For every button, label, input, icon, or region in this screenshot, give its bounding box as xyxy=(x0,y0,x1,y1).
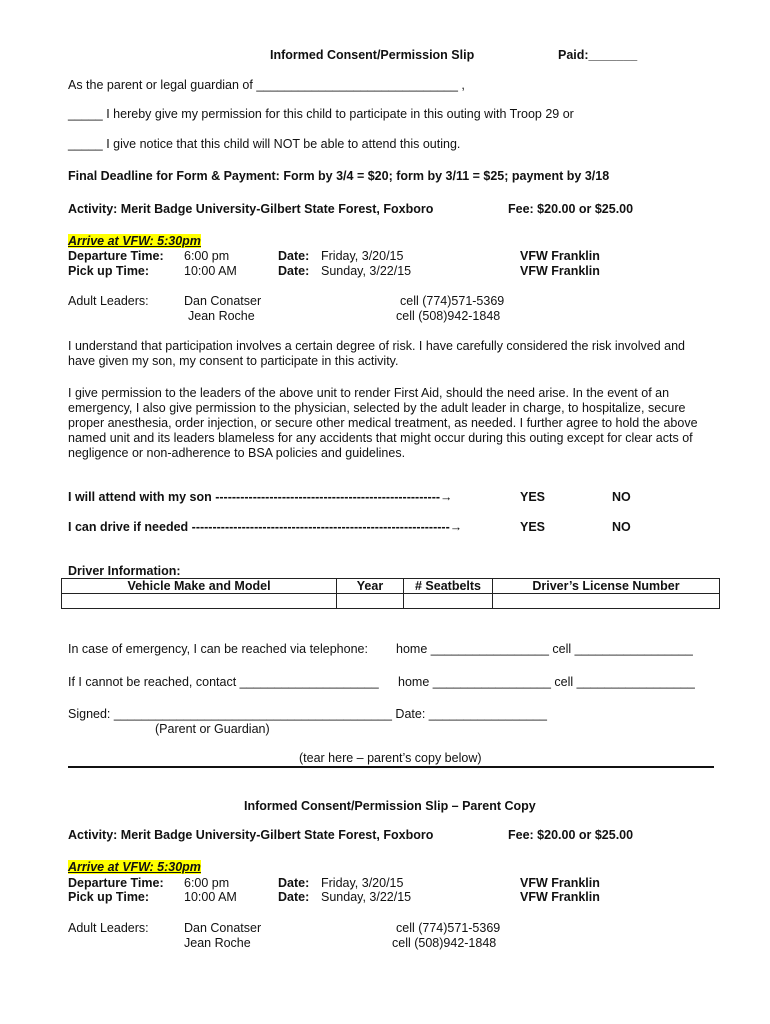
emergency-phone-fields[interactable]: home _________________ cell _________________ xyxy=(396,642,693,656)
alternate-phone-fields[interactable]: home _________________ cell _________________ xyxy=(398,675,695,689)
signature-line[interactable]: Signed: ________________________________________ Date: _________________ xyxy=(68,707,547,721)
driver-heading: Driver Information: xyxy=(68,564,181,578)
year-cell[interactable] xyxy=(337,594,404,609)
copy-departure-date: Friday, 3/20/15 xyxy=(321,876,404,890)
departure-label: Departure Time: xyxy=(68,249,164,263)
col-license: Driver’s License Number xyxy=(493,579,720,594)
drive-yes-option[interactable]: YES xyxy=(520,520,546,534)
copy-activity-fee: Fee: $20.00 or $25.00 xyxy=(508,828,634,842)
pickup-location: VFW Franklin xyxy=(520,264,600,278)
tear-note: (tear here – parent’s copy below) xyxy=(299,751,482,765)
copy-pickup-date: Sunday, 3/22/15 xyxy=(321,890,412,904)
driver-table xyxy=(61,578,720,609)
copy-pickup-label: Pick up Time: xyxy=(68,890,150,904)
copy-pickup-date-label: Date: xyxy=(278,890,310,904)
copy-leader-name: Dan Conatser xyxy=(184,921,262,935)
pickup-date: Sunday, 3/22/15 xyxy=(321,264,412,278)
paid-field: Paid:_______ xyxy=(558,48,638,62)
copy-title: Informed Consent/Permission Slip – Parent Copy xyxy=(244,799,536,813)
drive-no-option[interactable]: NO xyxy=(612,520,631,534)
pickup-date-label: Date: xyxy=(278,264,310,278)
copy-departure-date-label: Date: xyxy=(278,876,310,890)
copy-activity-label: Activity: Merit Badge University-Gilbert State Forest, Foxboro xyxy=(68,828,434,842)
departure-location: VFW Franklin xyxy=(520,249,600,263)
drive-question: I can drive if needed --------------------------------------------------------------→ xyxy=(68,520,463,534)
col-seatbelts: # Seatbelts xyxy=(404,579,493,594)
copy-departure-label: Departure Time: xyxy=(68,876,164,890)
guardian-line: As the parent or legal guardian of _____________________________ , xyxy=(68,78,465,92)
signature-caption: (Parent or Guardian) xyxy=(155,722,270,736)
pickup-time: 10:00 AM xyxy=(184,264,237,278)
attend-yes-option[interactable]: YES xyxy=(520,490,546,504)
leader-phone: cell (508)942-1848 xyxy=(396,309,501,323)
copy-departure-location: VFW Franklin xyxy=(520,876,600,890)
leaders-label: Adult Leaders: xyxy=(68,294,149,308)
col-vehicle: Vehicle Make and Model xyxy=(62,579,337,594)
leader-phone: cell (774)571-5369 xyxy=(400,294,505,308)
first-aid-paragraph: I give permission to the leaders of the above unit to render First Aid, should the need arise. In the event of an emergency, I also give permission to the physician, selected by the adult leader in charge, to hospitalize, secure proper anesthesia, order injection, or secure other medical treatment, as needed. I further agree to hold the above named unit and its leaders blameless for any accidents that might occur during this outing except for clear acts of negligence or non-adherence to BSA policies and guidelines. xyxy=(68,386,698,460)
copy-leader-name: Jean Roche xyxy=(184,936,251,950)
activity-fee: Fee: $20.00 or $25.00 xyxy=(508,202,634,216)
copy-leader-phone: cell (508)942-1848 xyxy=(392,936,497,950)
copy-arrive-note: Arrive at VFW: 5:30pm xyxy=(68,860,201,874)
emergency-label: In case of emergency, I can be reached via telephone: xyxy=(68,642,368,656)
pickup-label: Pick up Time: xyxy=(68,264,150,278)
copy-pickup-time: 10:00 AM xyxy=(184,890,237,904)
attend-no-option[interactable]: NO xyxy=(612,490,631,504)
copy-leader-phone: cell (774)571-5369 xyxy=(396,921,501,935)
tear-line xyxy=(68,766,714,768)
departure-time: 6:00 pm xyxy=(184,249,230,263)
license-cell[interactable] xyxy=(493,594,720,609)
alternate-contact-label[interactable]: If I cannot be reached, contact ____________________ xyxy=(68,675,379,689)
permission-line: _____ I hereby give my permission for this child to participate in this outing with Troop 29 or xyxy=(68,107,574,121)
activity-label: Activity: Merit Badge University-Gilbert State Forest, Foxboro xyxy=(68,202,434,216)
seatbelts-cell[interactable] xyxy=(404,594,493,609)
departure-date: Friday, 3/20/15 xyxy=(321,249,404,263)
departure-date-label: Date: xyxy=(278,249,310,263)
form-title: Informed Consent/Permission Slip xyxy=(270,48,475,62)
deadline-line: Final Deadline for Form & Payment: Form by 3/4 = $20; form by 3/11 = $25; payment by 3/18 xyxy=(68,169,610,183)
copy-pickup-location: VFW Franklin xyxy=(520,890,600,904)
leader-name: Jean Roche xyxy=(188,309,255,323)
copy-leaders-label: Adult Leaders: xyxy=(68,921,149,935)
col-year: Year xyxy=(337,579,404,594)
risk-paragraph: I understand that participation involves a certain degree of risk. I have carefully considered the risk involved and have given my son, my consent to participate in this activity. xyxy=(68,339,686,368)
leader-name: Dan Conatser xyxy=(184,294,262,308)
vehicle-cell[interactable] xyxy=(62,594,337,609)
notice-line: _____ I give notice that this child will NOT be able to attend this outing. xyxy=(68,137,461,151)
copy-departure-time: 6:00 pm xyxy=(184,876,230,890)
arrive-note: Arrive at VFW: 5:30pm xyxy=(68,234,201,248)
attend-question: I will attend with my son ------------------------------------------------------→ xyxy=(68,490,453,504)
